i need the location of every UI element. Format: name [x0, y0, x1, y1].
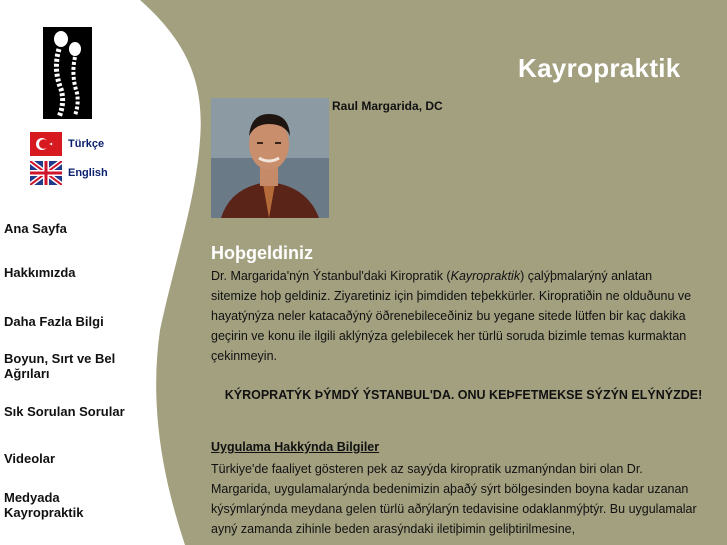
announcement-text: KÝROPRATÝK ÞÝMDÝ ÝSTANBUL'DA. ONU KEÞFETMEKSE SÝZÝN ELÝNÝZDE!	[224, 388, 703, 402]
language-link-turkish[interactable]	[30, 132, 104, 156]
nav-item-videolar[interactable]: Videolar	[4, 451, 56, 466]
welcome-text-italic: Kayropraktik	[450, 269, 521, 283]
nav-item-daha-fazla-bilgi[interactable]: Daha Fazla Bilgi	[4, 314, 104, 329]
nav-item-ana-sayfa[interactable]: Ana Sayfa	[4, 221, 67, 236]
language-label-turkish: Türkçe	[68, 138, 105, 150]
doctor-name: Raul Margarida, DC	[332, 99, 443, 113]
nav-item-boyun-sirt-bel[interactable]: Boyun, Sırt ve Bel Ağrıları	[4, 351, 116, 381]
welcome-heading: Hoþgeldiniz	[211, 243, 313, 263]
nav-item-medyada-kayropraktik[interactable]: Medyada Kayropraktik	[4, 490, 84, 520]
nav-item-hakkimizda[interactable]: Hakkımızda	[4, 265, 76, 280]
welcome-text-part2: ) çalýþmalarýný anlatan sitemize hoþ geldiniz. Ziyaretiniz için þimdiden teþekkürler. Kiropratiðin ne olduðunu ve hayatýnýza neler katacaðýný öðrenebileceðiniz bu yegane sitede lütfen bir kaç dakika geçirin ve konu ile ilgili aklýnýza gelebilecek her türlü soruda bizimle temas kurmaktan çekinmeyin.	[211, 269, 692, 363]
site-title: Kayropraktik	[518, 53, 681, 83]
language-link-english[interactable]	[30, 161, 108, 185]
turkey-flag-icon	[30, 132, 62, 156]
welcome-paragraph	[211, 266, 701, 366]
nav-item-sss[interactable]: Sık Sorulan Sorular	[4, 404, 125, 419]
uk-flag-icon	[30, 161, 62, 185]
welcome-text-part1: Dr. Margarida'nýn Ýstanbul'daki Kiropratik (	[211, 269, 451, 283]
doctor-photo	[211, 98, 329, 218]
spine-logo[interactable]	[43, 27, 92, 119]
language-label-english: English	[68, 167, 108, 179]
practice-paragraph: Türkiye'de faaliyet gösteren pek az sayýda kiropratik uzmanýndan biri olan Dr. Margarida, uygulamalarýnda bedenimizin aþaðý sýrt bölgesinden boyna kadar uzanan kýsýmlarýnda meydana gelen türlü aðrýlarýn tedavisine odaklanmýþtýr. Bu uygulamalar ayný zamanda zihinle beden arasýndaki iletiþimin geliþtirilmesine,	[211, 462, 697, 536]
practice-heading-link[interactable]: Uygulama Hakkýnda Bilgiler	[211, 440, 380, 454]
